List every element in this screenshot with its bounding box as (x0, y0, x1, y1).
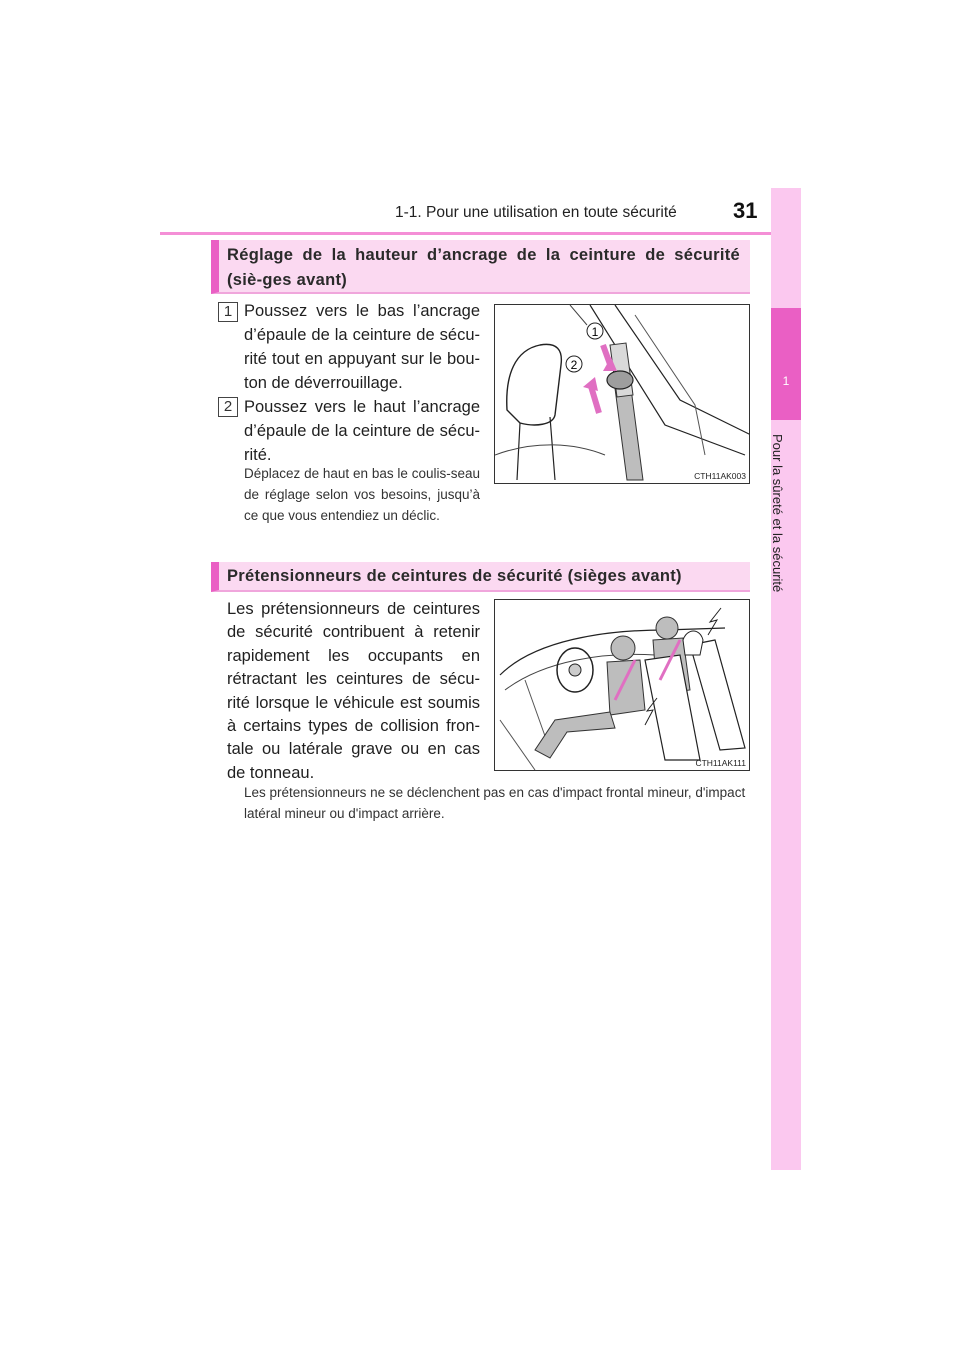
callout-1: 1 (591, 325, 599, 339)
step-text: Poussez vers le haut l’ancrage d’épaule de la ceinture de sécu-rité. (244, 398, 480, 464)
pretensioner-illustration (494, 599, 750, 771)
step-number: 1 (218, 302, 238, 322)
side-tab-chapter-marker (771, 308, 801, 420)
callout-2: 2 (570, 358, 578, 372)
section-heading-pretensioners (211, 562, 750, 592)
anchor-drawing (495, 305, 750, 484)
section-heading-anchor-height (211, 240, 750, 294)
section-title: Réglage de la hauteur d’ancrage de la ceinture de sécurité (siè-ges avant) (227, 246, 740, 289)
step-number: 2 (218, 397, 238, 417)
step-text: Poussez vers le bas l’ancrage d’épaule de la ceinture de sécu-rité tout en appuyant sur le bou-ton de déverrouillage. (244, 302, 480, 392)
body-text: Les prétensionneurs de ceintures de sécurité contribuent à retenir rapidement les occupants en rétractant les ceintures de sécu-rité lorsque le véhicule est soumis à certains types de collision fron-tale ou latérale grave ou en cas de tonneau. (227, 600, 480, 782)
figure-code: CTH11AK111 (695, 758, 746, 768)
running-header: 1-1. Pour une utilisation en toute sécurité (395, 204, 677, 221)
section-title: Prétensionneurs de ceintures de sécurité (sièges avant) (227, 567, 682, 585)
cabin-drawing (495, 600, 750, 771)
side-tab-chapter-number: 1 (782, 374, 790, 388)
side-tab-chapter-title: Pour la sûreté et la sécurité (770, 434, 785, 593)
note-text: Déplacez de haut en bas le coulis-seau de réglage selon vos besoins, jusqu’à ce que vous entendiez un déclic. (244, 466, 480, 523)
header-rule (160, 232, 800, 235)
seat-belt-anchor-illustration (494, 304, 750, 484)
page-number: 31 (733, 198, 758, 223)
figure-code: CTH11AK003 (694, 471, 746, 481)
note-text: Les prétensionneurs ne se déclenchent pas en cas d'impact frontal mineur, d'impact latéral mineur ou d'impact arrière. (244, 785, 746, 821)
